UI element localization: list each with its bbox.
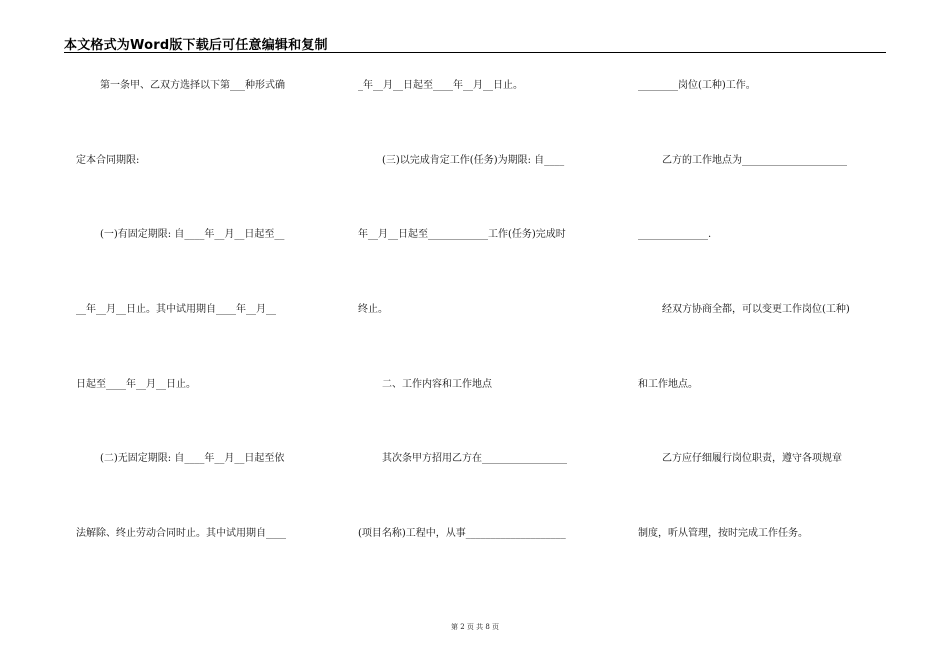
text-line: (项目名称)工程中，从事____________________ (358, 528, 566, 540)
text-line: ________岗位(工种)工作。 (638, 80, 756, 91)
text-line: (三)以完成肯定工作(任务)为期限: 自____ (382, 154, 565, 166)
header-divider (64, 52, 886, 53)
text-line: 其次条甲方招用乙方在_________________ (382, 453, 567, 465)
text-line: 日起至____年__月__日止。 (76, 378, 196, 390)
text-line: 经双方协商全都，可以变更工作岗位(工种) (662, 304, 850, 316)
text-line: 和工作地点。 (638, 378, 698, 390)
text-line: 乙方的工作地点为_____________________ (662, 154, 847, 166)
page-header-title: 本文格式为Word版下载后可任意编辑和复制 (64, 38, 328, 53)
page-number: 第 2 页 共 8 页 (450, 623, 500, 631)
text-line: 二、工作内容和工作地点 (382, 378, 492, 390)
text-line: ______________. (638, 229, 712, 241)
text-column-1 (76, 79, 326, 602)
text-line: 法解除、终止劳动合同时止。其中试用期自____ (76, 528, 286, 540)
text-column-3 (638, 79, 888, 602)
text-line: 终止。 (358, 304, 388, 316)
text-line: 年__月__日起至____________工作(任务)完成时 (358, 229, 566, 241)
text-column-2 (358, 79, 608, 602)
text-line: 第一条甲、乙双方选择以下第___种形式确 (100, 80, 285, 91)
text-line: __年__月__日止。其中试用期自____年__月__ (76, 304, 276, 316)
text-line: 乙方应仔细履行岗位职责，遵守各项规章 (662, 453, 842, 465)
text-line: 制度，听从管理，按时完成工作任务。 (638, 528, 808, 540)
text-line: 定本合同期限: (76, 154, 140, 166)
text-line: (二)无固定期限: 自____年__月__日起至依 (100, 453, 285, 465)
text-line: (一)有固定期限: 自____年__月__日起至__ (100, 229, 285, 241)
text-line: _年__月__日起至____年__月__日止。 (358, 80, 523, 91)
